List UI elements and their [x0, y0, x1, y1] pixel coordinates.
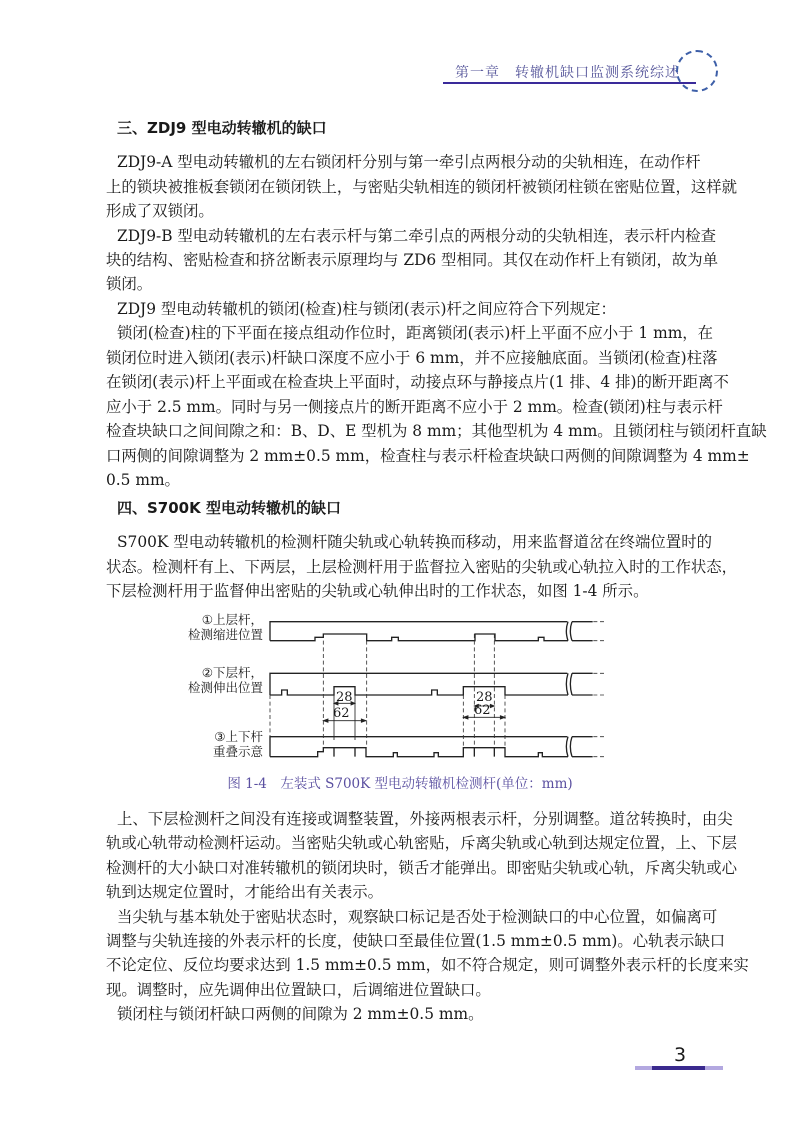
- label-line: 检测伸出位置: [187, 680, 263, 695]
- paragraph-line: 应小于 2.5 mm。同时与另一侧接点片的断开距离不应小于 2 mm。检查(锁闭)柱与表示杆: [106, 398, 723, 416]
- break-mark: [566, 622, 572, 641]
- paragraph-line: 锁闭(检查)柱的下平面在接点组动作位时，距离锁闭(表示)杆上平面不应小于 1 mm，在: [117, 324, 714, 342]
- overlap-outline: [270, 737, 593, 757]
- break-mark: [566, 673, 572, 695]
- paragraph-line: 状态。检测杆有上、下两层，上层检测杆用于监督拉入密贴的尖轨或心轨拉入时的工作状态，: [106, 558, 738, 576]
- chapter-number: 第一章: [455, 65, 500, 81]
- paragraph-line: 轨或心轨带动检测杆运动。当密贴尖轨或心轨密贴，斥离尖轨或心轨到达规定位置，上、下层: [106, 834, 738, 852]
- dashed-circle-decoration: [676, 50, 718, 92]
- paragraph-line: 现。调整时，应先调伸出位置缺口，后调缩进位置缺口。: [106, 981, 491, 999]
- label-line: ①上层杆，: [201, 612, 263, 627]
- paragraph-line: 0.5 mm。: [106, 471, 180, 489]
- paragraph-line: 检测杆的大小缺口对准转辙机的锁闭块时，锁舌才能弹出。即密贴尖轨或心轨，斥离尖轨或心: [106, 859, 738, 877]
- label-line: ③上下杆: [214, 729, 263, 744]
- section-heading: 四、S700K 型电动转辙机的缺口: [117, 499, 341, 517]
- chapter-title: 转辙机缺口监测系统综述: [515, 65, 680, 81]
- paragraph-line: 下层检测杆用于监督伸出密贴的尖轨或心轨伸出时的工作状态，如图 1-4 所示。: [106, 582, 649, 600]
- lower-rod-outline: [270, 673, 593, 695]
- label-line: 检测缩进位置: [187, 627, 263, 642]
- paragraph-line: 上的锁块被推板套锁闭在锁闭铁上，与密贴尖轨相连的锁闭杆被锁闭柱锁在密贴位置，这样就: [106, 178, 738, 196]
- dim-62-left: 62: [333, 706, 350, 721]
- header-rule: [443, 82, 696, 84]
- label-line: 重叠示意: [212, 744, 263, 759]
- figure-caption: 图 1-4 左装式 S700K 型电动转辙机检测杆(单位：mm): [227, 776, 573, 792]
- paragraph-line: ZDJ9 型电动转辙机的锁闭(检查)柱与锁闭(表示)杆之间应符合下列规定：: [117, 300, 616, 318]
- paragraph-line: 当尖轨与基本轨处于密贴状态时，观察缺口标记是否处于检测缺口的中心位置，如偏离可: [117, 908, 718, 926]
- page-number: 3: [673, 1044, 687, 1066]
- paragraph-line: 锁闭位时进入锁闭(表示)杆缺口深度不应小于 6 mm，并不应接触底面。当锁闭(检查)柱落: [106, 349, 718, 367]
- upper-rod-outline: [270, 622, 593, 641]
- section-heading: 三、ZDJ9 型电动转辙机的缺口: [117, 119, 327, 137]
- paragraph-line: 在锁闭(表示)杆上平面或在检查块上平面时，动接点环与静接点片(1 排、4 排)的断开距离不: [106, 373, 729, 391]
- paragraph-line: 轨到达规定位置时，才能给出有关表示。: [106, 883, 384, 901]
- label-line: ②下层杆，: [201, 665, 263, 680]
- footer-bar-accent: [652, 1066, 705, 1070]
- break-mark: [566, 737, 572, 757]
- paragraph-line: 锁闭。: [106, 275, 153, 293]
- running-header: [455, 62, 680, 82]
- paragraph-line: 形成了双锁闭。: [106, 202, 214, 220]
- paragraph-line: 上、下层检测杆之间没有连接或调整装置，外接两根表示杆，分别调整。道岔转换时，由尖: [117, 810, 733, 828]
- paragraph-line: 锁闭柱与锁闭杆缺口两侧的间隙为 2 mm±0.5 mm。: [117, 1005, 484, 1023]
- paragraph-line: 检查块缺口之间间隙之和：B、D、E 型机为 8 mm；其他型机为 4 mm。且锁闭柱与锁闭杆直缺: [106, 422, 767, 440]
- paragraph-line: 口两侧的间隙调整为 2 mm±0.5 mm，检查柱与表示杆检查块缺口两侧的间隙调整为 4 mm±: [106, 447, 750, 465]
- detection-rod-diagram: [190, 610, 610, 790]
- paragraph-line: 块的结构、密贴检查和挤岔断表示原理均与 ZD6 型相同。其仅在动作杆上有锁闭，故为单: [106, 251, 719, 269]
- dim-62-right: 62: [474, 703, 491, 718]
- paragraph-line: S700K 型电动转辙机的检测杆随尖轨或心轨转换而移动，用来监督道岔在终端位置时的: [117, 533, 712, 551]
- paragraph-line: 调整与尖轨连接的外表示杆的长度，使缺口至最佳位置(1.5 mm±0.5 mm)。心轨表示缺口: [106, 932, 726, 950]
- paragraph-line: ZDJ9-A 型电动转辙机的左右锁闭杆分别与第一牵引点两根分动的尖轨相连，在动作杆: [117, 153, 701, 171]
- paragraph-line: ZDJ9-B 型电动转辙机的左右表示杆与第二牵引点的两根分动的尖轨相连，表示杆内检查: [117, 227, 717, 245]
- dim-28-right: 28: [476, 690, 493, 705]
- dim-28-left: 28: [336, 690, 353, 705]
- figure-1-4: [187, 610, 610, 790]
- paragraph-line: 不论定位、反位均要求达到 1.5 mm±0.5 mm，如不符合规定，则可调整外表示杆的长度来实: [106, 956, 749, 974]
